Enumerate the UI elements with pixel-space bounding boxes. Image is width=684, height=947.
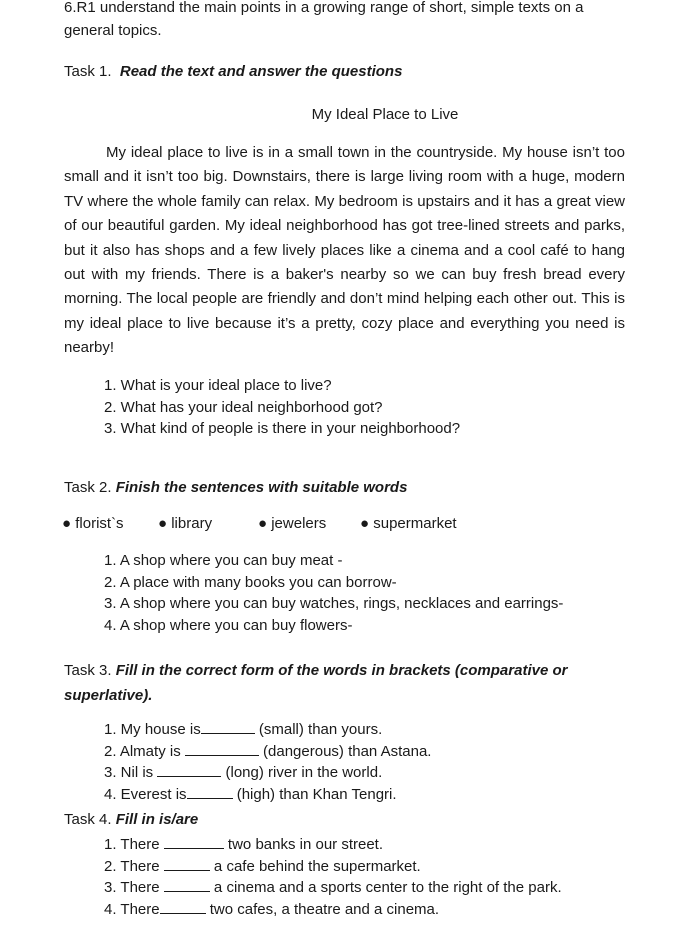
- item-text: two cafes, a theatre and a cinema.: [205, 900, 440, 918]
- item-text: 2. Almaty is: [104, 742, 185, 760]
- task4-title: Fill in is/are: [115, 811, 199, 828]
- answer-blank[interactable]: [164, 877, 210, 892]
- fill-in-item: [104, 784, 644, 806]
- item-text: two banks in our street.: [223, 836, 384, 853]
- sentence-item: 1. A shop where you can buy meat -: [104, 552, 343, 569]
- item-text: 3. There: [104, 879, 164, 896]
- reading-title: My Ideal Place to Live: [311, 106, 459, 123]
- task1-label: Task 1.: [64, 63, 112, 80]
- answer-blank[interactable]: [201, 719, 255, 734]
- answer-blank[interactable]: [164, 834, 224, 849]
- task1-heading: [64, 61, 402, 83]
- answer-blank[interactable]: [164, 856, 210, 871]
- word-bank-item: ● supermarket: [360, 515, 457, 532]
- item-text: (long) river in the world.: [221, 764, 383, 781]
- fill-in-item: [104, 856, 644, 878]
- item-text: (high) than Khan Tengri.: [232, 785, 397, 803]
- item-text: (small) than yours.: [254, 721, 383, 738]
- item-text: 4. Everest is: [104, 785, 187, 803]
- word-bank-item: ● jewelers: [258, 515, 327, 532]
- word-bank-item: ● florist`s: [62, 515, 124, 532]
- answer-blank[interactable]: [160, 899, 206, 914]
- item-text: 1. There: [104, 836, 164, 853]
- question-item: 1. What is your ideal place to live?: [104, 377, 332, 394]
- task1-title: Read the text and answer the questions: [119, 63, 403, 80]
- answer-blank[interactable]: [185, 741, 259, 756]
- fill-in-item: [104, 741, 644, 763]
- answer-blank[interactable]: [187, 784, 233, 799]
- sentence-item: 4. A shop where you can buy flowers-: [104, 616, 353, 634]
- fill-in-item: [104, 719, 644, 741]
- fill-in-item: [104, 877, 644, 899]
- task3-label: Task 3.: [64, 662, 112, 679]
- fill-in-item: [104, 834, 644, 856]
- question-item: 3. What kind of people is there in your neighborhood?: [104, 420, 461, 437]
- item-text: 1. My house is: [104, 721, 201, 738]
- fill-in-item: [104, 762, 644, 784]
- fill-in-item: [104, 899, 644, 921]
- answer-blank[interactable]: [157, 762, 221, 777]
- task4-items: [64, 834, 644, 920]
- task2-heading: [64, 477, 407, 499]
- task1-questions: [64, 375, 644, 440]
- task4-label: Task 4.: [64, 811, 112, 828]
- task2-items: [64, 550, 644, 636]
- item-text: 2. There: [104, 857, 164, 875]
- learning-objective: 6.R1 understand the main points in a growing range of short, simple texts on a general topics.: [64, 0, 584, 39]
- task3-heading: [64, 658, 626, 708]
- item-text: a cinema and a sports center to the right of the park.: [209, 879, 562, 896]
- task2-label: Task 2.: [64, 479, 112, 496]
- question-item: 2. What has your ideal neighborhood got?: [104, 398, 383, 416]
- sentence-item: 2. A place with many books you can borrow-: [104, 573, 397, 591]
- task2-title: Finish the sentences with suitable words: [115, 479, 408, 496]
- sentence-item: 3. A shop where you can buy watches, rings, necklaces and earrings-: [104, 595, 564, 612]
- task3-items: [64, 719, 644, 805]
- reading-paragraph: My ideal place to live is in a small town in the countryside. My house isn’t too small and it isn’t too big. Downstairs, there is large living room with a huge, modern TV where the whole family can relax. My bedroom is upstairs and it has a great view of our beautiful garden. My ideal neighborhood has got tree-lined streets and parks, but it also has shops and a few lively places like a cinema and a cool café to hang out with my friends. There is a baker's nearby so we can buy fresh bread every morning. The local people are friendly and don’t mind helping each other out. This is my ideal place to live because it’s a pretty, cozy place and everything you need is nearby!: [64, 144, 625, 357]
- task3-title: Fill in the correct form of the words in brackets (comparative or superlative).: [64, 662, 568, 704]
- task4-heading: [64, 809, 198, 831]
- word-bank-item: ● library: [158, 515, 213, 532]
- item-text: 4. There: [104, 900, 160, 918]
- item-text: 3. Nil is: [104, 764, 158, 781]
- item-text: (dangerous) than Astana.: [258, 742, 432, 760]
- item-text: a cafe behind the supermarket.: [209, 857, 421, 875]
